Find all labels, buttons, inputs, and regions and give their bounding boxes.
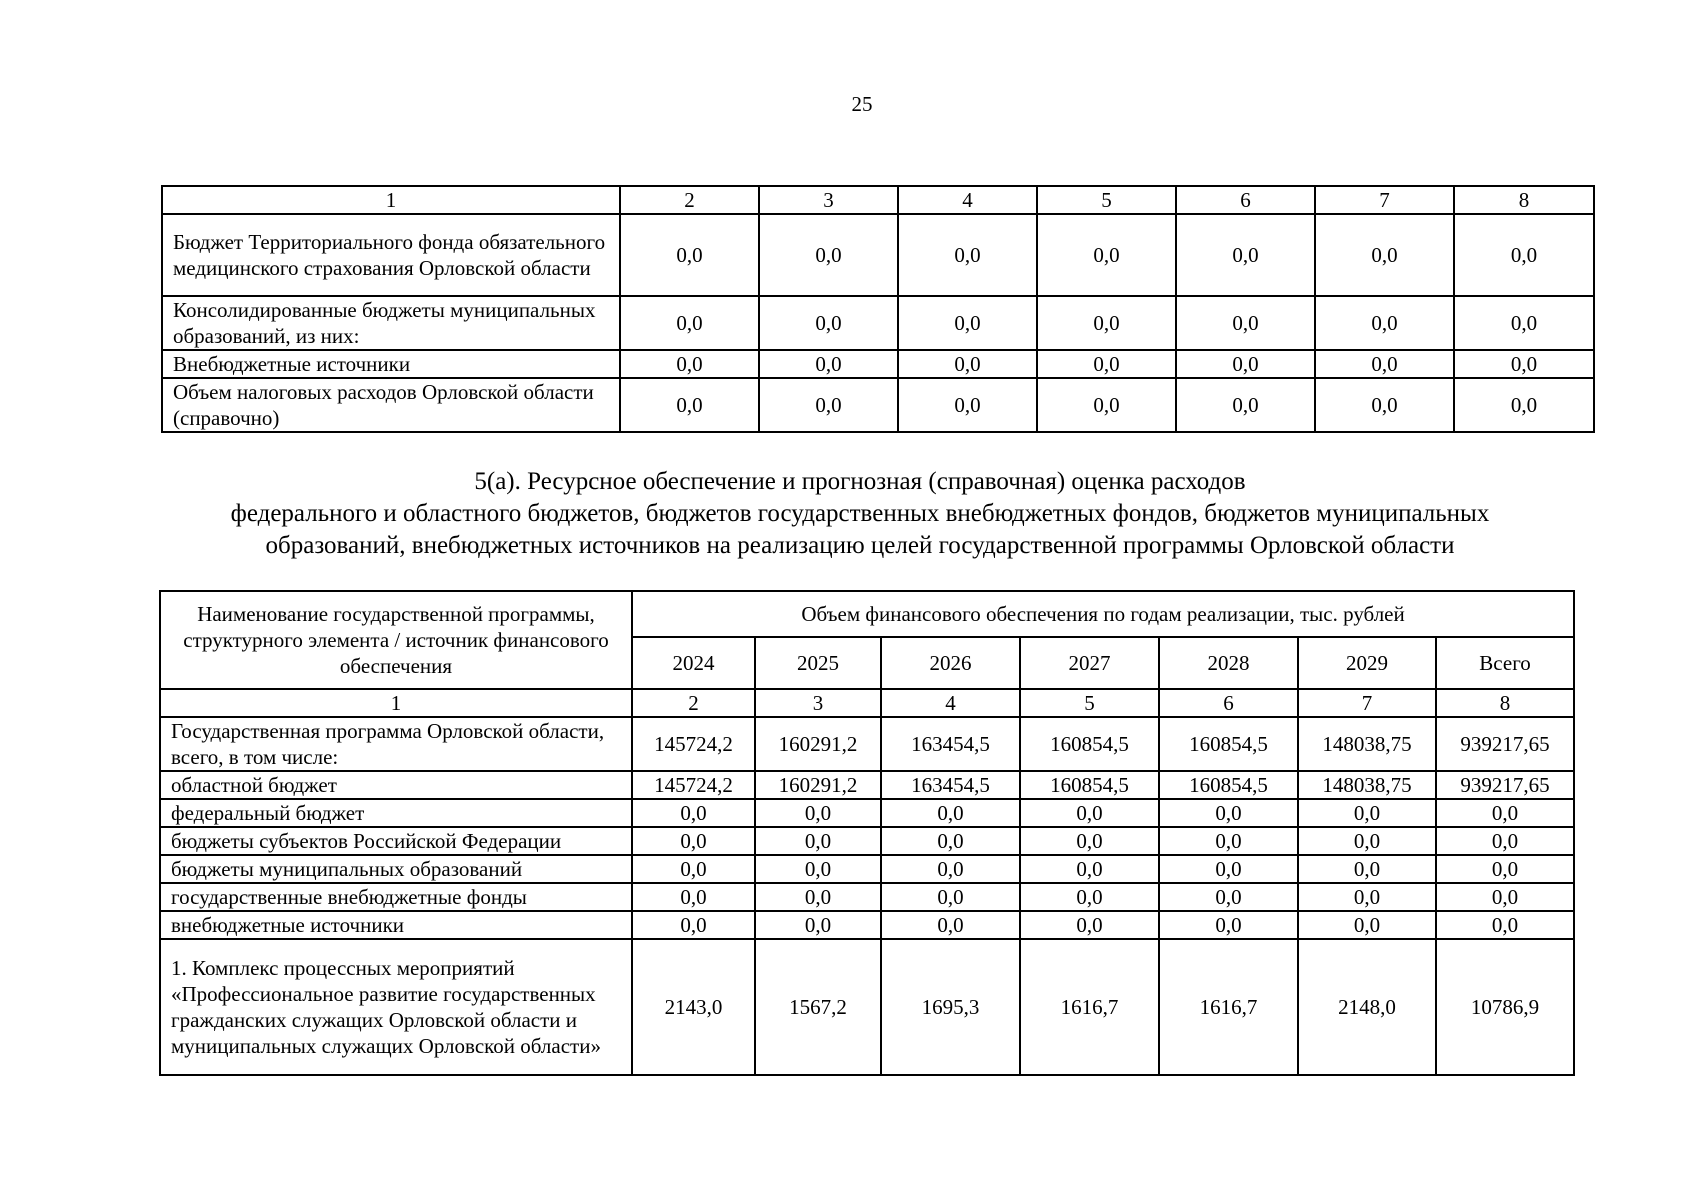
- cell-value: 1616,7: [1020, 939, 1159, 1075]
- cell-value: 148038,75: [1298, 771, 1436, 799]
- cell-value: 939217,65: [1436, 717, 1574, 771]
- cell-value: 0,0: [759, 296, 898, 350]
- cell-value: 0,0: [1298, 911, 1436, 939]
- cell-value: 0,0: [1454, 214, 1594, 296]
- cell-value: 0,0: [1176, 296, 1315, 350]
- column-number: 7: [1315, 186, 1454, 214]
- row-name: Бюджет Территориального фонда обязательного медицинского страхования Орловской области: [162, 214, 620, 296]
- cell-value: 0,0: [881, 855, 1020, 883]
- column-number: 1: [160, 689, 632, 717]
- column-number: 6: [1176, 186, 1315, 214]
- table-row: [160, 799, 1574, 827]
- cell-value: 0,0: [881, 799, 1020, 827]
- cell-value: 0,0: [1436, 799, 1574, 827]
- cell-value: 160854,5: [1159, 771, 1298, 799]
- cell-value: 0,0: [1037, 296, 1176, 350]
- row-name: государственные внебюджетные фонды: [160, 883, 632, 911]
- cell-value: 10786,9: [1436, 939, 1574, 1075]
- cell-value: 163454,5: [881, 771, 1020, 799]
- cell-value: 0,0: [755, 799, 881, 827]
- cell-value: 0,0: [1315, 350, 1454, 378]
- cell-value: 0,0: [1020, 799, 1159, 827]
- table-row: [160, 911, 1574, 939]
- section-title-line: 5(а). Ресурсное обеспечение и прогнозная (справочная) оценка расходов: [474, 468, 1246, 495]
- section-title-line: образований, внебюджетных источников на реализацию целей государственной программы Орловской области: [265, 532, 1455, 559]
- cell-value: 0,0: [755, 827, 881, 855]
- column-number-row: [162, 186, 1594, 214]
- resource-table: [159, 590, 1575, 1076]
- cell-value: 0,0: [898, 214, 1037, 296]
- cell-value: 0,0: [620, 214, 759, 296]
- cell-value: 0,0: [1037, 378, 1176, 432]
- cell-value: 2148,0: [1298, 939, 1436, 1075]
- page-number: 25: [851, 92, 873, 116]
- cell-value: 1695,3: [881, 939, 1020, 1075]
- cell-value: 0,0: [759, 378, 898, 432]
- cell-value: 0,0: [759, 214, 898, 296]
- column-number: 5: [1037, 186, 1176, 214]
- table-row: [160, 827, 1574, 855]
- cell-value: 0,0: [1159, 799, 1298, 827]
- row-name: Объем налоговых расходов Орловской области (справочно): [162, 378, 620, 432]
- cell-value: 0,0: [881, 911, 1020, 939]
- cell-value: 0,0: [632, 855, 755, 883]
- cell-value: 0,0: [898, 350, 1037, 378]
- year-header: 2024: [632, 637, 755, 689]
- row-name: бюджеты субъектов Российской Федерации: [160, 827, 632, 855]
- cell-value: 0,0: [1298, 827, 1436, 855]
- cell-value: 0,0: [1037, 214, 1176, 296]
- cell-value: 0,0: [1159, 855, 1298, 883]
- cell-value: 0,0: [1436, 827, 1574, 855]
- column-number: 3: [759, 186, 898, 214]
- year-header: 2025: [755, 637, 881, 689]
- row-name: Государственная программа Орловской области, всего, в том числе:: [160, 717, 632, 771]
- cell-value: 0,0: [1159, 911, 1298, 939]
- table-row: [160, 717, 1574, 771]
- cell-value: 0,0: [620, 296, 759, 350]
- cell-value: 0,0: [1315, 296, 1454, 350]
- cell-value: 163454,5: [881, 717, 1020, 771]
- section-title: [140, 466, 1580, 562]
- column-number: 3: [755, 689, 881, 717]
- column-number: 6: [1159, 689, 1298, 717]
- cell-value: 0,0: [755, 855, 881, 883]
- cell-value: 0,0: [1037, 350, 1176, 378]
- cell-value: 145724,2: [632, 771, 755, 799]
- cell-value: 0,0: [1454, 378, 1594, 432]
- table-row: [160, 939, 1574, 1075]
- cell-value: 0,0: [898, 296, 1037, 350]
- cell-value: 939217,65: [1436, 771, 1574, 799]
- cell-value: 160854,5: [1020, 717, 1159, 771]
- year-header: 2028: [1159, 637, 1298, 689]
- table-row: [160, 883, 1574, 911]
- cell-value: 160291,2: [755, 771, 881, 799]
- cell-value: 0,0: [1159, 883, 1298, 911]
- cell-value: 0,0: [755, 911, 881, 939]
- column-number: 2: [632, 689, 755, 717]
- cell-value: 0,0: [755, 883, 881, 911]
- name-column-header: Наименование государственной программы, структурного элемента / источник финансового обеспечения: [160, 591, 632, 689]
- cell-value: 145724,2: [632, 717, 755, 771]
- column-number: 5: [1020, 689, 1159, 717]
- cell-value: 0,0: [620, 350, 759, 378]
- row-name: 1. Комплекс процессных мероприятий «Профессиональное развитие государственных гражданских служащих Орловской области и муниципальных служащих Орловской области»: [160, 939, 632, 1075]
- cell-value: 1616,7: [1159, 939, 1298, 1075]
- cell-value: 0,0: [620, 378, 759, 432]
- volume-header: Объем финансового обеспечения по годам реализации, тыс. рублей: [632, 591, 1574, 637]
- cell-value: 0,0: [1454, 296, 1594, 350]
- cell-value: 0,0: [1436, 911, 1574, 939]
- cell-value: 0,0: [898, 378, 1037, 432]
- cell-value: 0,0: [632, 883, 755, 911]
- row-name: Внебюджетные источники: [162, 350, 620, 378]
- cell-value: 0,0: [1454, 350, 1594, 378]
- cell-value: 0,0: [1298, 799, 1436, 827]
- table-row: [162, 214, 1594, 296]
- row-name: внебюджетные источники: [160, 911, 632, 939]
- cell-value: 0,0: [1176, 350, 1315, 378]
- cell-value: 0,0: [1298, 883, 1436, 911]
- column-number: 7: [1298, 689, 1436, 717]
- cell-value: 0,0: [632, 799, 755, 827]
- cell-value: 0,0: [1159, 827, 1298, 855]
- table-row: [162, 350, 1594, 378]
- column-number: 8: [1436, 689, 1574, 717]
- cell-value: 0,0: [1298, 855, 1436, 883]
- row-name: федеральный бюджет: [160, 799, 632, 827]
- cell-value: 0,0: [1315, 214, 1454, 296]
- row-name: бюджеты муниципальных образований: [160, 855, 632, 883]
- row-name: областной бюджет: [160, 771, 632, 799]
- row-name: Консолидированные бюджеты муниципальных образований, из них:: [162, 296, 620, 350]
- continuation-table: [161, 185, 1595, 433]
- cell-value: 0,0: [1436, 855, 1574, 883]
- table-row: [160, 771, 1574, 799]
- cell-value: 0,0: [881, 827, 1020, 855]
- header-row: [160, 591, 1574, 637]
- cell-value: 0,0: [1436, 883, 1574, 911]
- column-number: 4: [898, 186, 1037, 214]
- column-number: 4: [881, 689, 1020, 717]
- section-title-line: федерального и областного бюджетов, бюджетов государственных внебюджетных фондов, бюджетов муниципальных: [230, 500, 1490, 527]
- cell-value: 2143,0: [632, 939, 755, 1075]
- column-number: 2: [620, 186, 759, 214]
- cell-value: 0,0: [1020, 855, 1159, 883]
- column-number: 8: [1454, 186, 1594, 214]
- cell-value: 1567,2: [755, 939, 881, 1075]
- cell-value: 160854,5: [1020, 771, 1159, 799]
- table-row: [162, 296, 1594, 350]
- cell-value: 0,0: [1176, 378, 1315, 432]
- column-number: 1: [162, 186, 620, 214]
- cell-value: 0,0: [1315, 378, 1454, 432]
- cell-value: 0,0: [1020, 827, 1159, 855]
- year-header: 2026: [881, 637, 1020, 689]
- cell-value: 0,0: [1176, 214, 1315, 296]
- cell-value: 160291,2: [755, 717, 881, 771]
- total-header: Всего: [1436, 637, 1574, 689]
- cell-value: 0,0: [759, 350, 898, 378]
- cell-value: 0,0: [632, 911, 755, 939]
- cell-value: 0,0: [632, 827, 755, 855]
- year-header: 2027: [1020, 637, 1159, 689]
- cell-value: 0,0: [1020, 911, 1159, 939]
- table-row: [162, 378, 1594, 432]
- cell-value: 148038,75: [1298, 717, 1436, 771]
- cell-value: 160854,5: [1159, 717, 1298, 771]
- year-header: 2029: [1298, 637, 1436, 689]
- cell-value: 0,0: [1020, 883, 1159, 911]
- column-number-row: [160, 689, 1574, 717]
- table-row: [160, 855, 1574, 883]
- cell-value: 0,0: [881, 883, 1020, 911]
